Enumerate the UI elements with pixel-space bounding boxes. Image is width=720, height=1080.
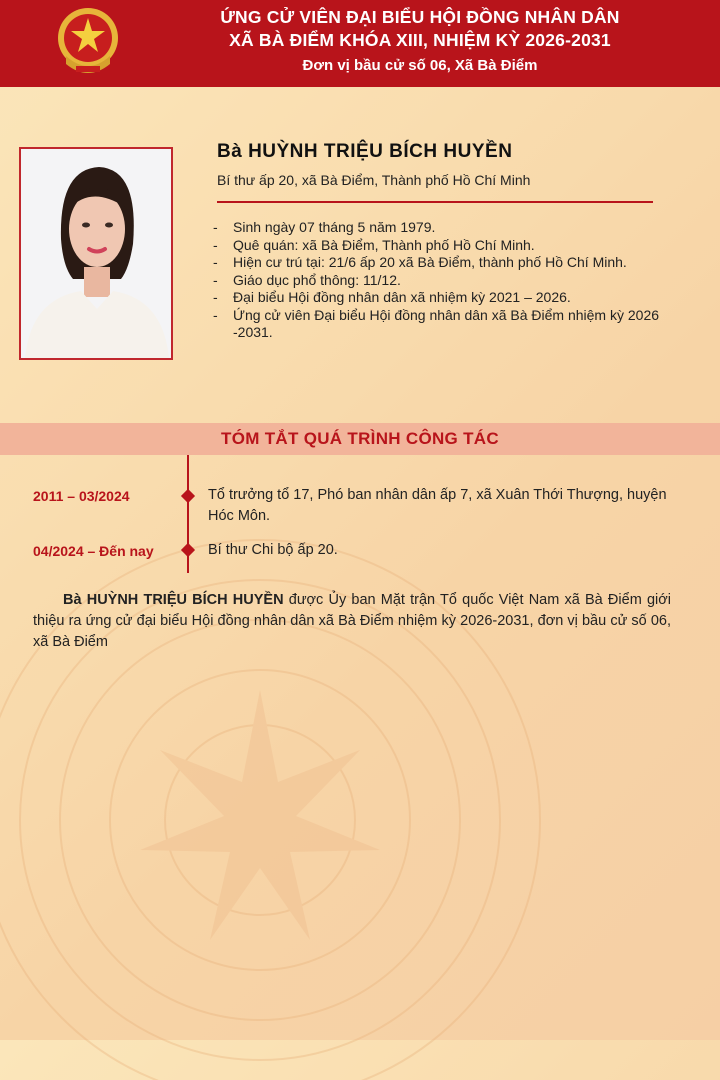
timeline-description: Tổ trưởng tổ 17, Phó ban nhân dân ấp 7, xã Xuân Thới Thượng, huyện Hóc Môn. (208, 487, 667, 524)
header-subtitle: Đơn vị bầu cử số 06, Xã Bà Điểm (302, 57, 538, 74)
career-section-title: TÓM TẮT QUÁ TRÌNH CÔNG TÁC (221, 429, 499, 448)
closing-candidate-name: Bà HUỲNH TRIỆU BÍCH HUYỀN (63, 592, 284, 608)
list-item: - Giáo dục phổ thông: 11/12. (213, 271, 401, 288)
closing-paragraph (33, 590, 671, 653)
vietnam-national-emblem-icon (56, 4, 120, 82)
timeline-description: Bí thư Chi bộ ấp 20. (208, 542, 338, 558)
candidate-position: Bí thư ấp 20, xã Bà Điểm, Thành phố Hồ Chí Minh (217, 172, 531, 188)
header-title-line1: ỨNG CỬ VIÊN ĐẠI BIỂU HỘI ĐỒNG NHÂN DÂN (220, 7, 620, 27)
header-title-line2: XÃ BÀ ĐIỂM KHÓA XIII, NHIỆM KỲ 2026-2031 (229, 30, 611, 50)
list-item: - Sinh ngày 07 tháng 5 năm 1979. (213, 219, 436, 235)
list-item: - Đại biểu Hội đồng nhân dân xã nhiệm kỳ 2021 – 2026. (213, 289, 571, 305)
bio-list (213, 219, 683, 342)
candidate-name: Bà HUỲNH TRIỆU BÍCH HUYỀN (217, 141, 513, 162)
header-banner (0, 0, 720, 87)
divider (217, 201, 653, 203)
portrait-person-icon (21, 149, 171, 358)
timeline-date: 2011 – 03/2024 (33, 488, 130, 504)
timeline-date: 04/2024 – Đến nay (33, 543, 154, 559)
list-item: - Ứng cử viên Đại biểu Hội đồng nhân dân xã Bà Điểm nhiệm kỳ 2026 -2031. (213, 306, 660, 340)
timeline-diamond-icon (181, 489, 195, 503)
closing-text: được Ủy ban Mặt trận Tổ quốc Việt Nam xã Bà Điểm giới thiệu ra ứng cử đại biểu Hội đồng nhân dân xã Bà Điểm nhiệm kỳ 2026-2031, đơn vị bầu cử số 06, xã Bà Điểm (33, 592, 671, 650)
list-item: - Hiện cư trú tại: 21/6 ấp 20 xã Bà Điểm, thành phố Hồ Chí Minh. (213, 254, 627, 270)
header-text (150, 6, 690, 74)
candidate-portrait (19, 147, 173, 360)
list-item: - Quê quán: xã Bà Điểm, Thành phố Hồ Chí Minh. (213, 236, 535, 253)
career-section-header (0, 423, 720, 455)
